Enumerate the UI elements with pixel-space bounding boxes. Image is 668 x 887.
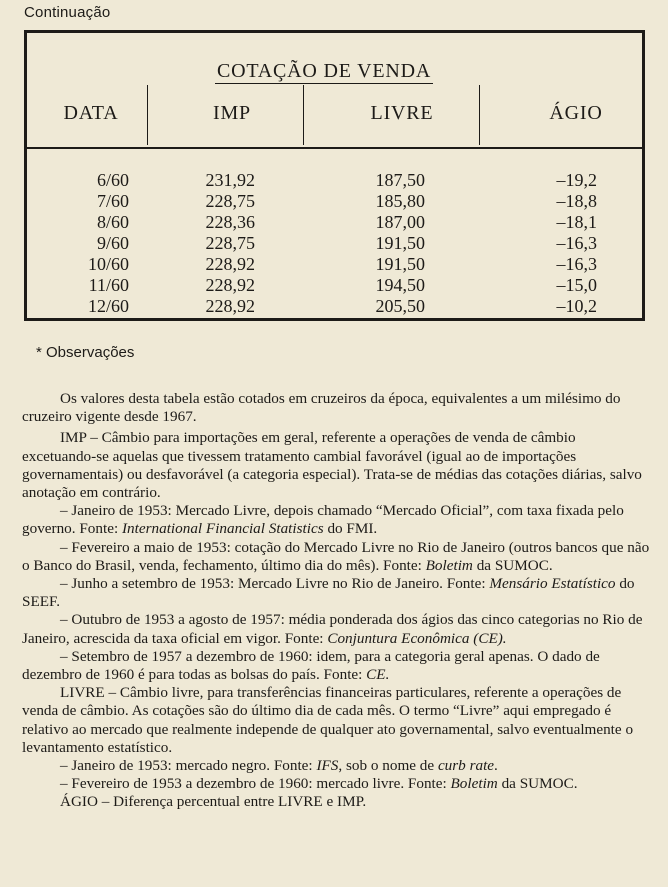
note-paragraph: Os valores desta tabela estão cotados em cruzeiros da época, equivalentes a um milésimo do cruzeiro vigente desde 1967. — [22, 390, 621, 426]
cell-livre: 191,50 — [375, 254, 425, 274]
cell-data: 12/60 — [87, 296, 129, 316]
cell-data: 8/60 — [96, 212, 129, 232]
column-header-imp: IMP — [213, 102, 251, 124]
cell-livre: 194,50 — [375, 275, 425, 295]
cell-agio: –19,2 — [556, 170, 597, 190]
cell-livre: 191,50 — [375, 233, 425, 253]
cell-data: 10/60 — [87, 254, 129, 274]
table-row — [27, 170, 642, 191]
observations-heading: * Observações — [36, 344, 135, 361]
cell-data: 7/60 — [96, 191, 129, 211]
column-header-livre: LIVRE — [370, 102, 434, 124]
column-header-agio: ÁGIO — [549, 102, 603, 124]
note-paragraph: LIVRE – Câmbio livre, para transferências financeiras particulares, referente a operações de venda de câmbio. As cotações são do último dia de cada mês. O termo “Livre” aqui empregado é relativo ao mercado que realmente independe de qualquer ato governamental, salvo eventualmente o levantamento estatístico. — [22, 684, 634, 756]
cell-agio: –16,3 — [556, 233, 597, 253]
cell-agio: –10,2 — [556, 296, 597, 316]
cell-agio: –15,0 — [556, 275, 597, 295]
cell-imp: 228,92 — [205, 296, 255, 316]
column-separator — [479, 85, 480, 145]
table-row — [27, 212, 642, 233]
note-paragraph: – Janeiro de 1953: mercado negro. Fonte: IFS, sob o nome de curb rate. — [60, 757, 498, 775]
note-paragraph: – Fevereiro a maio de 1953: cotação do Mercado Livre no Rio de Janeiro (outros bancos que não o Banco do Brasil, venda, fechamento, último dia do mês). Fonte: Boletim da SUMOC. — [22, 538, 650, 574]
cell-agio: –18,8 — [556, 191, 597, 211]
quotation-table — [24, 30, 645, 321]
cell-agio: –18,1 — [556, 212, 597, 232]
cell-data: 6/60 — [96, 170, 129, 190]
column-separator — [147, 85, 148, 145]
note-paragraph: IMP – Câmbio para importações em geral, referente a operações de venda de câmbio excetuando-se aquelas que tivessem tratamento cambial favorável (igual ao de importações governamentais) ou desfavorável (a categoria especial). Trata-se de médias das cotações diárias, salvo anotação em contrário. — [22, 429, 642, 502]
cell-imp: 228,75 — [205, 233, 255, 253]
notes-body — [22, 390, 650, 812]
note-paragraph: ÁGIO – Diferença percentual entre LIVRE e IMP. — [60, 793, 367, 811]
cell-agio: –16,3 — [556, 254, 597, 274]
cell-livre: 205,50 — [375, 296, 425, 316]
cell-imp: 231,92 — [205, 170, 255, 190]
note-paragraph: – Fevereiro de 1953 a dezembro de 1960: mercado livre. Fonte: Boletim da SUMOC. — [60, 775, 578, 793]
cell-livre: 187,50 — [375, 170, 425, 190]
column-header-data: DATA — [63, 102, 119, 124]
note-paragraph: – Junho a setembro de 1953: Mercado Livre no Rio de Janeiro. Fonte: Mensário Estatístico do SEEF. — [22, 575, 635, 611]
table-row — [27, 191, 642, 212]
table-row — [27, 254, 642, 275]
note-paragraph: – Outubro de 1953 a agosto de 1957: média ponderada dos ágios das cinco categorias no Rio de Janeiro, acrescida da taxa oficial em vigor. Fonte: Conjuntura Econômica (CE). — [22, 611, 643, 647]
cell-imp: 228,92 — [205, 275, 255, 295]
table-row — [27, 233, 642, 254]
column-separator — [303, 85, 304, 145]
note-paragraph: – Setembro de 1957 a dezembro de 1960: idem, para a categoria geral apenas. O dado de dezembro de 1960 é para todas as bolsas do país. Fonte: CE. — [22, 647, 600, 684]
cell-imp: 228,36 — [205, 212, 255, 232]
continuation-label: Continuação — [24, 4, 111, 21]
table-title: COTAÇÃO DE VENDA — [217, 60, 432, 82]
cell-data: 11/60 — [88, 275, 129, 295]
cell-data: 9/60 — [96, 233, 129, 253]
table-body — [27, 170, 642, 317]
table-row — [27, 275, 642, 296]
table-row — [27, 296, 642, 317]
cell-imp: 228,92 — [205, 254, 255, 274]
cell-livre: 187,00 — [375, 212, 425, 232]
header-rule — [27, 147, 642, 149]
note-paragraph: – Janeiro de 1953: Mercado Livre, depois chamado “Mercado Oficial”, com taxa fixada pelo governo. Fonte: International Financial Statistics do FMI. — [22, 502, 624, 538]
cell-imp: 228,75 — [205, 191, 255, 211]
cell-livre: 185,80 — [375, 191, 425, 211]
